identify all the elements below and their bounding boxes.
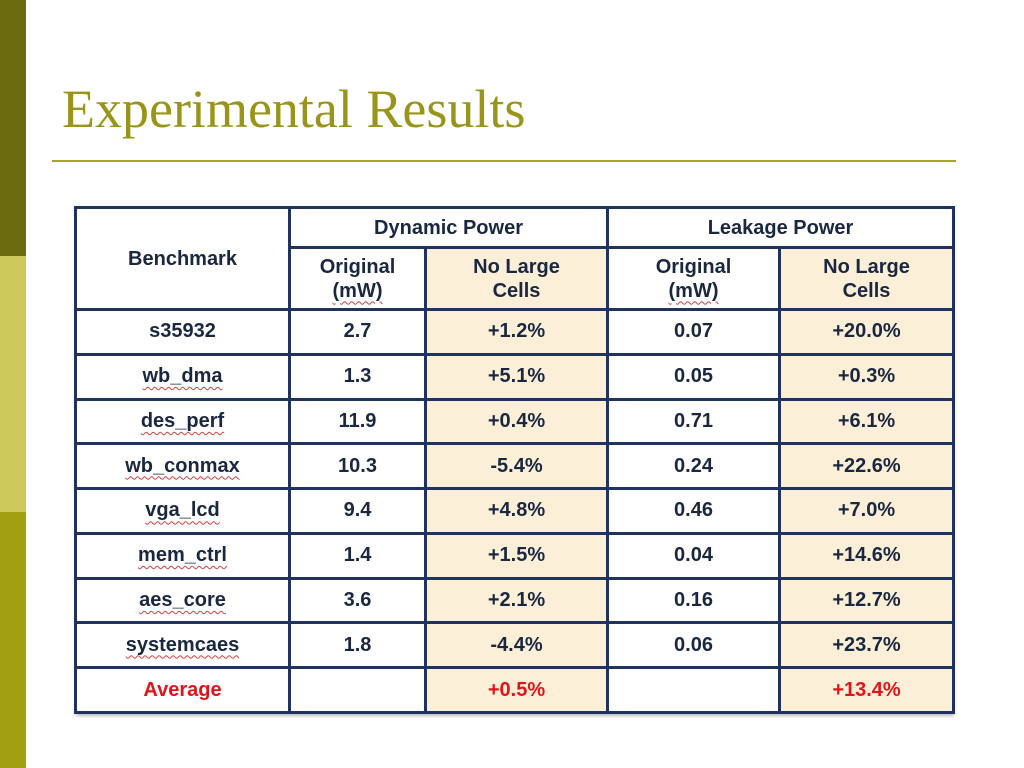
header-original-unit: (mW) — [668, 279, 719, 302]
title-divider — [52, 160, 956, 162]
benchmark-name: s35932 — [149, 320, 216, 343]
leakage-original-cell: 0.46 — [608, 489, 780, 534]
header-original-unit: (mW) — [332, 279, 383, 302]
header-dynamic-power: Dynamic Power — [290, 208, 608, 248]
benchmark-name: wb_dma — [142, 365, 223, 388]
benchmark-cell — [76, 578, 290, 623]
header-no-large-label: No Large — [473, 255, 560, 278]
results-table-container — [74, 206, 952, 714]
header-cells-label: Cells — [492, 279, 541, 302]
dynamic-original-cell: 10.3 — [290, 444, 426, 489]
header-leakage-original — [608, 248, 780, 310]
header-original-label: Original — [319, 255, 396, 278]
benchmark-cell — [76, 399, 290, 444]
dynamic-no-large-cell: -4.4% — [426, 623, 608, 668]
slide-sidebar-stripe — [0, 0, 26, 768]
slide-title: Experimental Results — [62, 79, 526, 139]
leakage-no-large-cell: +6.1% — [780, 399, 954, 444]
average-label: Average — [76, 668, 290, 713]
leakage-original-cell: 0.24 — [608, 444, 780, 489]
benchmark-name: systemcaes — [125, 633, 240, 656]
dynamic-original-cell: 9.4 — [290, 489, 426, 534]
leakage-original-cell: 0.06 — [608, 623, 780, 668]
table-row — [76, 354, 954, 399]
table-row — [76, 310, 954, 355]
leakage-original-cell: 0.16 — [608, 578, 780, 623]
header-no-large-label: No Large — [823, 255, 910, 278]
dynamic-no-large-cell: +5.1% — [426, 354, 608, 399]
benchmark-cell — [76, 533, 290, 578]
dynamic-no-large-cell: +4.8% — [426, 489, 608, 534]
benchmark-cell — [76, 354, 290, 399]
leakage-original-cell: 0.04 — [608, 533, 780, 578]
sidebar-block-middle — [0, 256, 26, 512]
header-dynamic-original — [290, 248, 426, 310]
benchmark-name: des_perf — [140, 409, 225, 432]
dynamic-original-cell: 2.7 — [290, 310, 426, 355]
benchmark-name: aes_core — [139, 588, 226, 611]
leakage-no-large-cell: +22.6% — [780, 444, 954, 489]
benchmark-name: vga_lcd — [145, 499, 220, 522]
dynamic-original-cell: 11.9 — [290, 399, 426, 444]
header-original-label: Original — [655, 255, 732, 278]
table-row — [76, 489, 954, 534]
benchmark-cell — [76, 489, 290, 534]
table-row — [76, 533, 954, 578]
benchmark-name: mem_ctrl — [138, 544, 227, 567]
table-row — [76, 578, 954, 623]
leakage-no-large-cell: +0.3% — [780, 354, 954, 399]
benchmark-cell — [76, 444, 290, 489]
dynamic-no-large-cell: +1.5% — [426, 533, 608, 578]
dynamic-no-large-cell: -5.4% — [426, 444, 608, 489]
dynamic-original-cell: 3.6 — [290, 578, 426, 623]
header-cells-label: Cells — [842, 279, 891, 302]
sidebar-block-top — [0, 0, 26, 256]
benchmark-cell — [76, 310, 290, 355]
benchmark-cell — [76, 623, 290, 668]
header-benchmark: Benchmark — [76, 208, 290, 310]
average-dynamic-no-large: +0.5% — [426, 668, 608, 713]
leakage-no-large-cell: +7.0% — [780, 489, 954, 534]
dynamic-original-cell: 1.8 — [290, 623, 426, 668]
dynamic-no-large-cell: +0.4% — [426, 399, 608, 444]
leakage-original-cell: 0.05 — [608, 354, 780, 399]
average-leakage-no-large: +13.4% — [780, 668, 954, 713]
leakage-no-large-cell: +23.7% — [780, 623, 954, 668]
results-table — [74, 206, 955, 714]
leakage-no-large-cell: +12.7% — [780, 578, 954, 623]
table-row — [76, 444, 954, 489]
dynamic-original-cell: 1.4 — [290, 533, 426, 578]
header-dynamic-no-large-cells — [426, 248, 608, 310]
dynamic-original-cell: 1.3 — [290, 354, 426, 399]
header-leakage-no-large-cells — [780, 248, 954, 310]
average-dynamic-original — [290, 668, 426, 713]
leakage-no-large-cell: +20.0% — [780, 310, 954, 355]
table-row — [76, 623, 954, 668]
header-leakage-power: Leakage Power — [608, 208, 954, 248]
leakage-original-cell: 0.71 — [608, 399, 780, 444]
sidebar-block-bottom — [0, 512, 26, 768]
dynamic-no-large-cell: +1.2% — [426, 310, 608, 355]
dynamic-no-large-cell: +2.1% — [426, 578, 608, 623]
table-row — [76, 399, 954, 444]
benchmark-name: wb_conmax — [125, 454, 240, 477]
average-row — [76, 668, 954, 713]
average-leakage-original — [608, 668, 780, 713]
leakage-original-cell: 0.07 — [608, 310, 780, 355]
leakage-no-large-cell: +14.6% — [780, 533, 954, 578]
